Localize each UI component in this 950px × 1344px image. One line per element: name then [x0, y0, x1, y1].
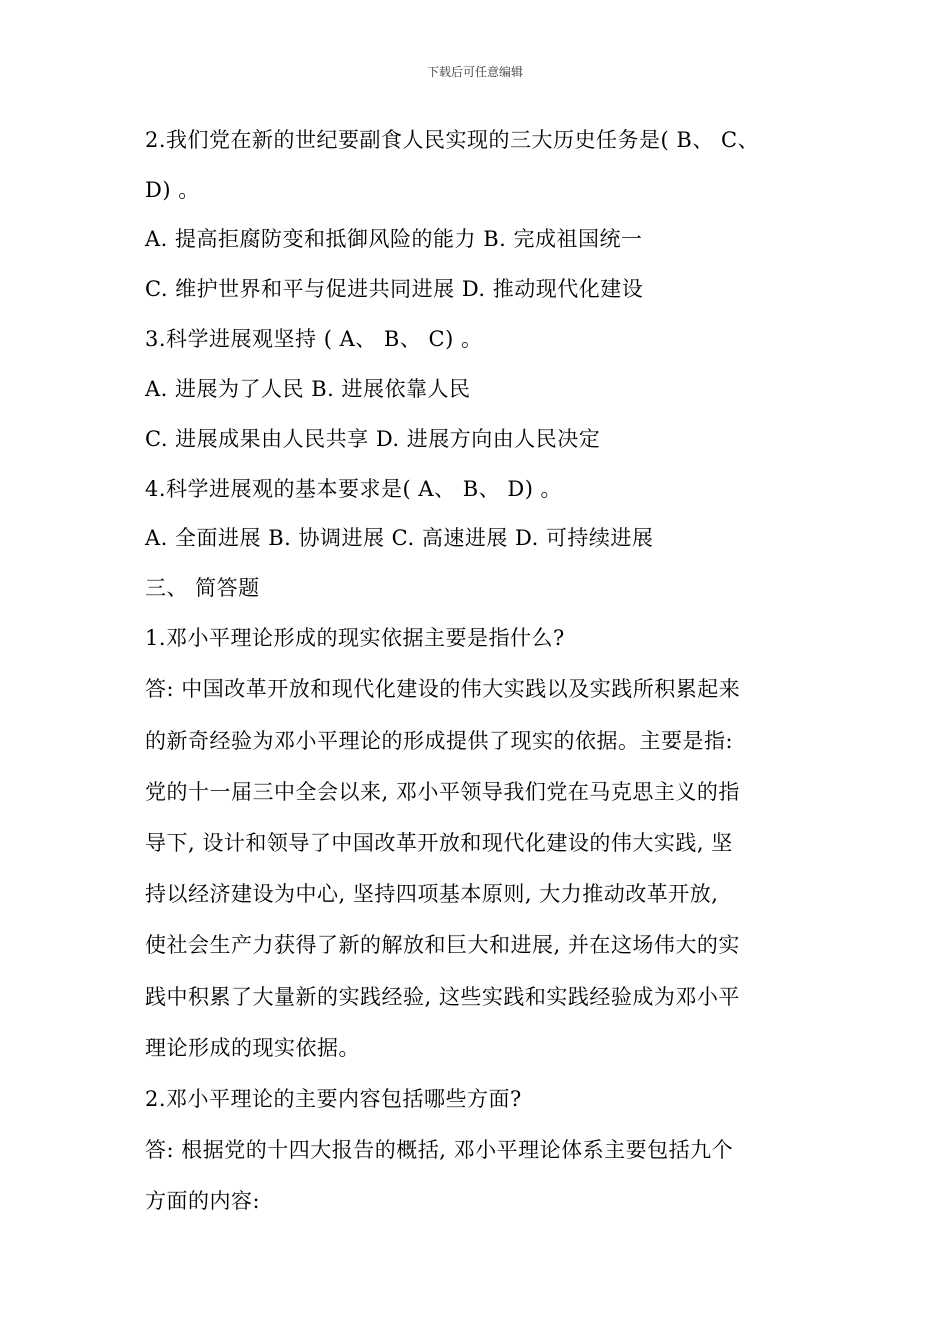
answer-1-line-4: 导下, 设计和领导了中国改革开放和现代化建设的伟大实践, 坚 [145, 831, 733, 855]
answer-1-line-7: 践中积累了大量新的实践经验, 这些实践和实践经验成为邓小平 [145, 985, 740, 1009]
answer-1-line-6: 使社会生产力获得了新的解放和巨大和进展, 并在这场伟大的实 [145, 933, 740, 957]
answer-1-line-8: 理论形成的现实依据。 [145, 1036, 360, 1060]
page-header: 下载后可任意编辑 [426, 65, 523, 79]
question-3-options-ab: A. 进展为了人民 B. 进展依靠人民 [145, 377, 471, 401]
answer-2-line-2: 方面的内容: [145, 1189, 261, 1213]
question-3: 3.科学进展观坚持 ( A、 B、 C) 。 [145, 327, 483, 351]
question-2-line-1: 2.我们党在新的世纪要副食人民实现的三大历史任务是( B、 C、 [145, 128, 760, 152]
answer-2-line-1: 答: 根据党的十四大报告的概括, 邓小平理论体系主要包括九个 [145, 1138, 734, 1162]
question-4: 4.科学进展观的基本要求是( A、 B、 D) 。 [145, 477, 563, 501]
question-2-options-ab: A. 提高拒腐防变和抵御风险的能力 B. 完成祖国统一 [145, 227, 643, 251]
answer-1-line-2: 的新奇经验为邓小平理论的形成提供了现实的依据。主要是指: [145, 729, 734, 753]
answer-1-line-1: 答: 中国改革开放和现代化建设的伟大实践以及实践所积累起来 [145, 677, 741, 701]
question-2-options-cd: C. 维护世界和平与促进共同进展 D. 推动现代化建设 [145, 277, 644, 301]
question-3-options-cd: C. 进展成果由人民共享 D. 进展方向由人民决定 [145, 427, 601, 451]
short-question-2: 2.邓小平理论的主要内容包括哪些方面? [145, 1087, 522, 1111]
answer-1-line-3: 党的十一届三中全会以来, 邓小平领导我们党在马克思主义的指 [145, 780, 740, 804]
question-2-line-2: D) 。 [145, 178, 200, 202]
short-question-1: 1.邓小平理论形成的现实依据主要是指什么? [145, 626, 565, 650]
question-4-options: A. 全面进展 B. 协调进展 C. 高速进展 D. 可持续进展 [145, 526, 654, 550]
answer-1-line-5: 持以经济建设为中心, 坚持四项基本原则, 大力推动改革开放, [145, 882, 719, 906]
section-heading: 三、 简答题 [145, 576, 260, 600]
